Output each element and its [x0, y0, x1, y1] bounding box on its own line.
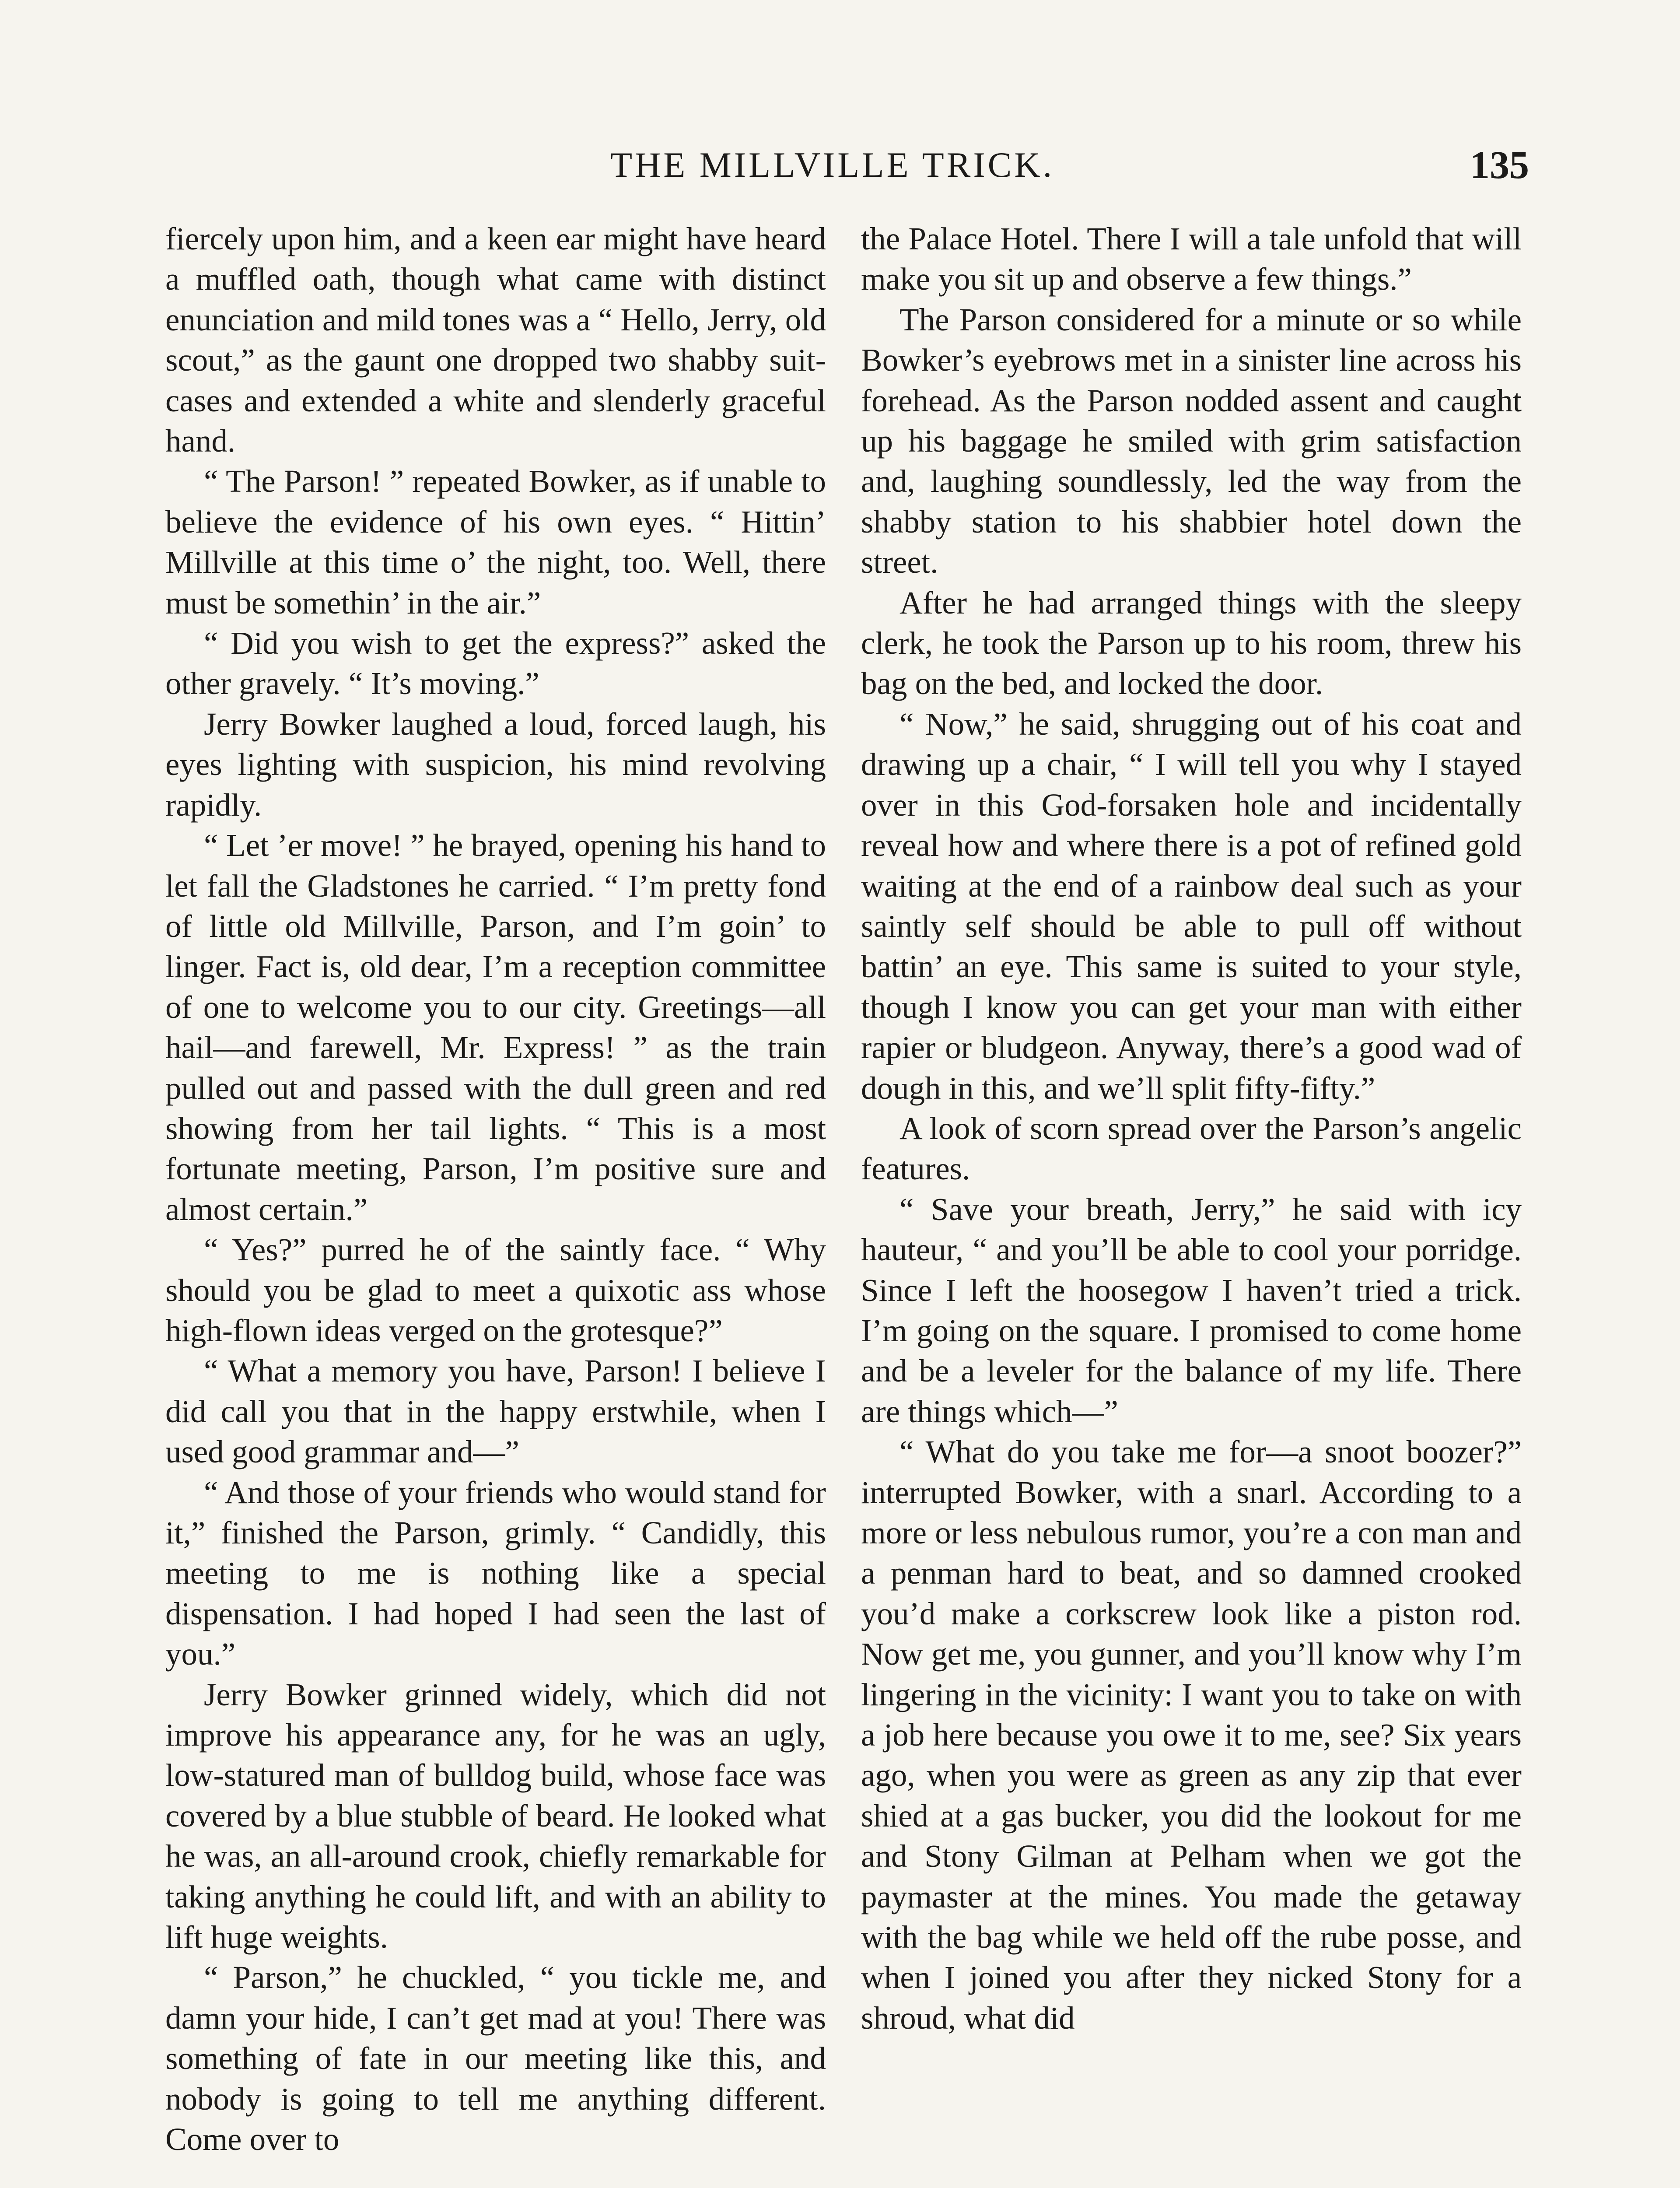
paragraph: the Palace Hotel. There I will a tale unfold that will make you sit up and observe a few things.”	[861, 221, 1522, 297]
page-header	[0, 144, 1680, 197]
paragraph: “ Let ’er move! ” he brayed, opening his hand to let fall the Gladstones he carried. “ I’m pretty fond of little old Millville, Parson, and I’m goin’ to linger. Fact is, old dear, I’m a reception committee of one to welcome you to our city. Greetings—all hail—and farewell, Mr. Express! ” as the train pulled out and passed with the dull green and red showing from her tail lights. “ This is a most fortunate meeting, Parson, I’m positive sure and almost certain.”	[165, 828, 826, 1227]
paragraph: “ Parson,” he chuckled, “ you tickle me, and damn your hide, I can’t get mad at you! There was something of fate in our meeting like this, and nobody is going to tell me anything different. Come over to	[165, 1960, 826, 2157]
paragraph: “ What a memory you have, Parson! I believe I did call you that in the happy erstwhile, when I used good grammar and—”	[165, 1353, 826, 1470]
paragraph: After he had arranged things with the sleepy clerk, he took the Parson up to his room, threw his bag on the bed, and locked the door.	[861, 585, 1522, 701]
running-title: THE MILLVILLE TRICK.	[610, 145, 1055, 185]
page-number: 135	[1470, 144, 1529, 187]
paragraph: “ The Parson! ” repeated Bowker, as if unable to believe the evidence of his own eyes. “ Hittin’ Millville at this time o’ the night, too. Well, there must be somethin’ in the air.”	[165, 463, 826, 621]
right-column	[861, 219, 1522, 2038]
left-column	[165, 219, 826, 2160]
paragraph: Jerry Bowker laughed a loud, forced laugh, his eyes lighting with suspicion, his mind revolving rapidly.	[165, 706, 826, 823]
paragraph: “ Yes?” purred he of the saintly face. “ Why should you be glad to meet a quixotic ass whose high-flown ideas verged on the grotesque?”	[165, 1232, 826, 1348]
paragraph: “ Did you wish to get the express?” asked the other gravely. “ It’s moving.”	[165, 625, 826, 701]
paragraph: “ And those of your friends who would stand for it,” finished the Parson, grimly. “ Candidly, this meeting to me is nothing like a special dispensation. I had hoped I had seen the last of you.”	[165, 1474, 826, 1672]
paragraph: fiercely upon him, and a keen ear might have heard a muffled oath, though what came with distinct enunciation and mild tones was a “ Hello, Jerry, old scout,” as the gaunt one dropped two shabby suit-cases and extended a white and slenderly graceful hand.	[165, 221, 826, 459]
paragraph: “ Save your breath, Jerry,” he said with icy hauteur, “ and you’ll be able to cool your porridge. Since I left the hoosegow I haven’t tried a trick. I’m going on the square. I promised to come home and be a leveler for the balance of my life. There are things which—”	[861, 1191, 1522, 1429]
paragraph: The Parson considered for a minute or so while Bowker’s eyebrows met in a sinister line across his forehead. As the Parson nodded assent and caught up his baggage he smiled with grim satisfaction and, laughing soundlessly, led the way from the shabby station to his shabbier hotel down the street.	[861, 302, 1522, 580]
paragraph: A look of scorn spread over the Parson’s angelic features.	[861, 1110, 1522, 1187]
paragraph: “ Now,” he said, shrugging out of his coat and drawing up a chair, “ I will tell you why I stayed over in this God-forsaken hole and incidentally reveal how and where there is a pot of refined gold waiting at the end of a rainbow deal such as your saintly self should be able to pull off without battin’ an eye. This same is suited to your style, though I know you can get your man with either rapier or bludgeon. Anyway, there’s a good wad of dough in this, and we’ll split fifty-fifty.”	[861, 706, 1522, 1106]
paragraph: Jerry Bowker grinned widely, which did not improve his appearance any, for he was an ugly, low-statured man of bulldog build, whose face was covered by a blue stubble of beard. He looked what he was, an all-around crook, chiefly remarkable for taking anything he could lift, and with an ability to lift huge weights.	[165, 1676, 826, 1955]
paragraph: “ What do you take me for—a snoot boozer?” interrupted Bowker, with a snarl. According to a more or less nebulous rumor, you’re a con man and a penman hard to beat, and so damned crooked you’d make a corkscrew look like a piston rod. Now get me, you gunner, and you’ll know why I’m lingering in the vicinity: I want you to take on with a job here because you owe it to me, see? Six years ago, when you were as green as any zip that ever shied at a gas bucker, you did the lookout for me and Stony Gilman at Pelham when we got the paymaster at the mines. You made the getaway with the bag while we held off the rube posse, and when I joined you after they nicked Stony for a shroud, what did	[861, 1434, 1522, 2036]
